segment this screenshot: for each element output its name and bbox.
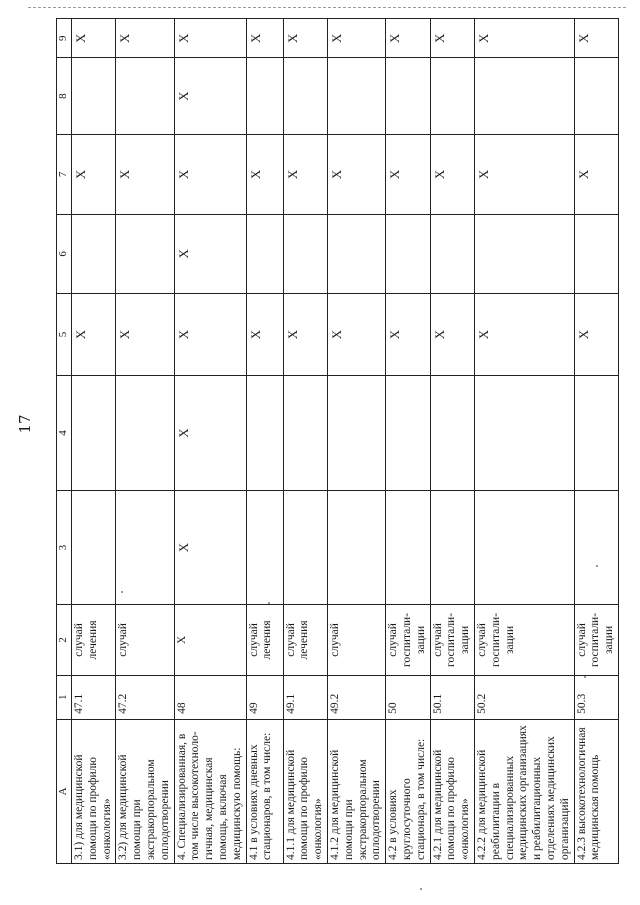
col6-cell <box>283 214 327 293</box>
row-label: 3.1) для медицинской помощи по профилю «онкология» <box>72 719 116 863</box>
col3-cell <box>116 490 174 605</box>
row-label: 4. Специализированная, в том числе высокотехноло-гичная, медицинская помощь, включая медицинскую помощь: <box>174 719 246 863</box>
row-number: 47.1 <box>72 675 116 719</box>
col5-cell: X <box>72 293 116 376</box>
scan-speck <box>268 602 270 604</box>
col5-cell: X <box>474 293 574 376</box>
col9-cell: X <box>574 19 618 58</box>
col4-cell <box>386 376 430 491</box>
col5-cell: X <box>574 293 618 376</box>
col3-cell <box>574 490 618 605</box>
table-row <box>386 19 430 864</box>
row-label: 4.2.1 для медицинской помощи по профилю «онкология» <box>430 719 474 863</box>
col3-cell <box>246 490 283 605</box>
col8-cell <box>386 58 430 134</box>
header-cell: 2 <box>57 605 72 675</box>
col4-cell <box>116 376 174 491</box>
col3-cell <box>72 490 116 605</box>
col5-cell: X <box>283 293 327 376</box>
unit-cell: случай лечения <box>283 605 327 675</box>
unit-cell: случай госпитали-зации <box>386 605 430 675</box>
col7-cell: X <box>474 134 574 214</box>
scan-speck <box>420 888 422 890</box>
row-number: 50.2 <box>474 675 574 719</box>
header-cell: 8 <box>57 58 72 134</box>
header-cell: 3 <box>57 490 72 605</box>
col8-cell <box>327 58 385 134</box>
table-row <box>246 19 283 864</box>
col6-cell <box>386 214 430 293</box>
table-body <box>72 19 619 864</box>
unit-cell: случай госпитали-зации <box>474 605 574 675</box>
table-row <box>116 19 174 864</box>
header-cell: А <box>57 719 72 863</box>
col4-cell: X <box>174 376 246 491</box>
table-row <box>72 19 116 864</box>
unit-cell: случай лечения <box>246 605 283 675</box>
col6-cell <box>116 214 174 293</box>
row-number: 49 <box>246 675 283 719</box>
col5-cell: X <box>327 293 385 376</box>
col3-cell <box>430 490 474 605</box>
col4-cell <box>474 376 574 491</box>
col8-cell <box>283 58 327 134</box>
top-dashed-rule <box>28 7 626 8</box>
col3-cell <box>386 490 430 605</box>
col9-cell: X <box>72 19 116 58</box>
header-cell: 5 <box>57 293 72 376</box>
col7-cell: X <box>116 134 174 214</box>
col3-cell <box>283 490 327 605</box>
row-label: 4.2.3 высокотехнологичная медицинская помощь <box>574 719 618 863</box>
header-cell: 6 <box>57 214 72 293</box>
row-label: 4.1 в условиях дневных стационаров, в том числе: <box>246 719 283 863</box>
col6-cell <box>327 214 385 293</box>
col9-cell: X <box>174 19 246 58</box>
col5-cell: X <box>116 293 174 376</box>
row-label: 4.2 в условиях круглосуточного стационара, в том числе: <box>386 719 430 863</box>
scan-speck <box>596 565 598 567</box>
row-number: 47.2 <box>116 675 174 719</box>
col7-cell: X <box>72 134 116 214</box>
unit-cell: случай госпитали-зации <box>574 605 618 675</box>
col4-cell <box>283 376 327 491</box>
col9-cell: X <box>283 19 327 58</box>
col9-cell: X <box>327 19 385 58</box>
col9-cell: X <box>386 19 430 58</box>
col6-cell <box>574 214 618 293</box>
col8-cell <box>430 58 474 134</box>
rotated-table-container <box>56 18 616 864</box>
col6-cell: X <box>174 214 246 293</box>
col4-cell <box>72 376 116 491</box>
unit-cell: случай <box>327 605 385 675</box>
page-number: 17 <box>16 414 34 434</box>
col4-cell <box>327 376 385 491</box>
row-number: 50 <box>386 675 430 719</box>
header-cell: 9 <box>57 19 72 58</box>
row-number: 49.2 <box>327 675 385 719</box>
table-row <box>174 19 246 864</box>
col7-cell: X <box>430 134 474 214</box>
col4-cell <box>430 376 474 491</box>
col4-cell <box>574 376 618 491</box>
col7-cell: X <box>386 134 430 214</box>
scan-speck <box>121 591 123 593</box>
table-row <box>474 19 574 864</box>
table-row <box>283 19 327 864</box>
col5-cell: X <box>246 293 283 376</box>
col9-cell: X <box>474 19 574 58</box>
data-table <box>56 18 619 864</box>
row-label: 4.1.2 для медицинской помощи при экстракорпоральном оплодотворении <box>327 719 385 863</box>
col9-cell: X <box>246 19 283 58</box>
col6-cell <box>474 214 574 293</box>
unit-cell: X <box>174 605 246 675</box>
col9-cell: X <box>116 19 174 58</box>
col7-cell: X <box>246 134 283 214</box>
unit-cell: случай <box>116 605 174 675</box>
col6-cell <box>430 214 474 293</box>
header-cell: 1 <box>57 675 72 719</box>
table-row <box>430 19 474 864</box>
col5-cell: X <box>386 293 430 376</box>
col5-cell: X <box>430 293 474 376</box>
col7-cell: X <box>327 134 385 214</box>
header-cell: 7 <box>57 134 72 214</box>
col8-cell <box>116 58 174 134</box>
unit-cell: случай лечения <box>72 605 116 675</box>
col9-cell: X <box>430 19 474 58</box>
row-number: 49.1 <box>283 675 327 719</box>
col4-cell <box>246 376 283 491</box>
col6-cell <box>246 214 283 293</box>
row-label: 4.1.1 для медицинской помощи по профилю «онкология» <box>283 719 327 863</box>
col8-cell <box>246 58 283 134</box>
row-number: 50.3 <box>574 675 618 719</box>
row-label: 4.2.2 для медицинской реабилитации в специализированных медицинских организациях и реабилитационных отделениях медицинских организаций <box>474 719 574 863</box>
header-cell: 4 <box>57 376 72 491</box>
col6-cell <box>72 214 116 293</box>
col7-cell: X <box>174 134 246 214</box>
table-row <box>574 19 618 864</box>
col3-cell <box>327 490 385 605</box>
col3-cell: X <box>174 490 246 605</box>
col8-cell <box>72 58 116 134</box>
col8-cell: X <box>174 58 246 134</box>
col7-cell: X <box>574 134 618 214</box>
col8-cell <box>474 58 574 134</box>
row-label: 3.2) для медицинской помощи при экстракорпоральном оплодотворении <box>116 719 174 863</box>
unit-cell: случай госпитали-зации <box>430 605 474 675</box>
col7-cell: X <box>283 134 327 214</box>
col5-cell: X <box>174 293 246 376</box>
col3-cell <box>474 490 574 605</box>
col8-cell <box>574 58 618 134</box>
row-number: 48 <box>174 675 246 719</box>
header-row <box>57 19 72 864</box>
scan-speck <box>584 676 586 678</box>
row-number: 50.1 <box>430 675 474 719</box>
table-row <box>327 19 385 864</box>
